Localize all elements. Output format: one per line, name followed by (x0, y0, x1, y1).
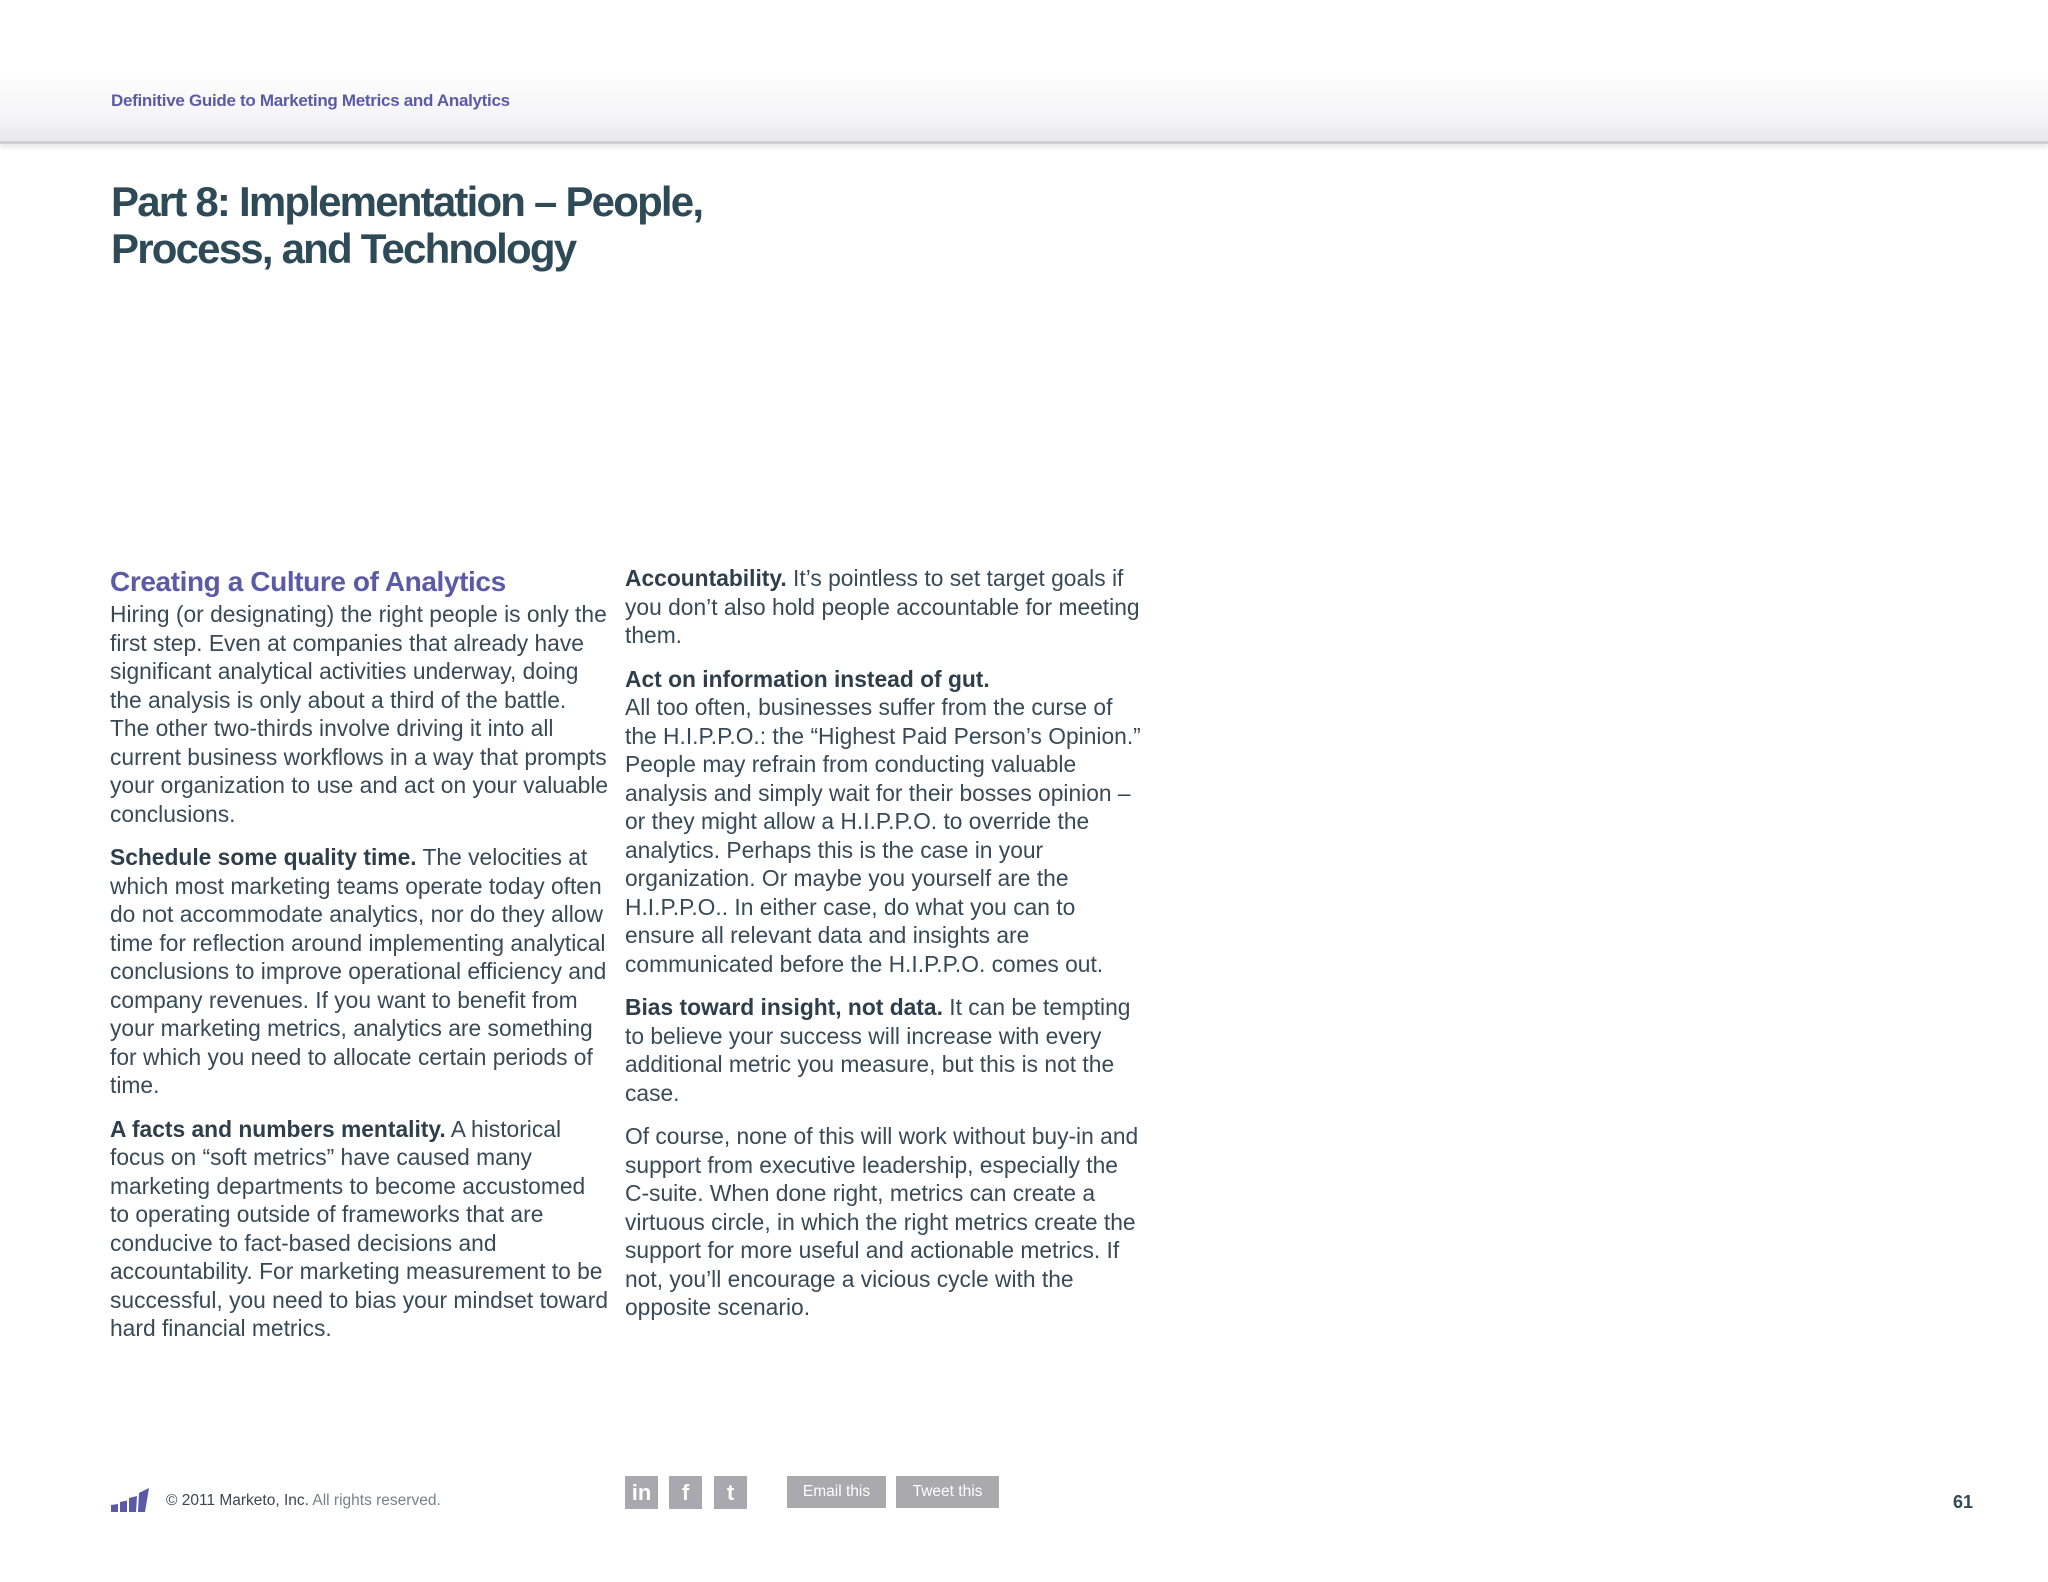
tweet-this-button[interactable]: Tweet this (896, 1476, 999, 1508)
paragraph-lead: Schedule some quality time. (110, 844, 417, 870)
paragraph-accountability (625, 564, 1145, 650)
linkedin-icon[interactable] (625, 1476, 658, 1509)
running-header-title: Definitive Guide to Marketing Metrics and Analytics (111, 91, 510, 110)
page-title: Part 8: Implementation – People, Process, and Technology (111, 178, 703, 272)
paragraph-text: A historical focus on “soft metrics” have caused many marketing departments to become accustomed to operating outside of frameworks that are conducive to fact-based decisions and accountability. For marketing measurement to be successful, you need to bias your mindset toward hard financial metrics. (110, 1115, 608, 1341)
copyright-company: © 2011 Marketo, Inc. (166, 1492, 309, 1509)
marketo-logo-icon (111, 1488, 149, 1512)
paragraph-text: All too often, businesses suffer from the curse of the H.I.P.P.O.: the “Highest Paid Person’s Opinion.” People may refrain from conducting valuable analysis and simply wait for their bosses opinion – or they might allow a H.I.P.P.O. to override the analytics. Perhaps this is the case in your organization. Or maybe you yourself are the H.I.P.P.O.. In either case, do what you can to ensure all relevant data and insights are communicated before the H.I.P.P.O. comes out. (625, 694, 1141, 977)
paragraph-lead: A facts and numbers mentality. (110, 1115, 446, 1142)
paragraph-text: It’s pointless to set target goals if you don’t also hold people accountable for meeting them. (625, 565, 1140, 648)
paragraph-lead: Accountability. (625, 565, 787, 591)
paragraph-lead: Act on information instead of gut. (625, 665, 990, 692)
intro-paragraph: Hiring (or designating) the right people is only the first step. Even at companies that already have significant analytical activities underway, doing the analysis is only about a third of the battle. The other two-thirds involve driving it into all current business workflows in a way that prompts your organization to use and act on your valuable conclusions. (110, 601, 609, 827)
right-column (625, 564, 1145, 1337)
twitter-glyph: t (726, 1480, 735, 1505)
paragraph-text: The velocities at which most marketing teams operate today often do not accommodate analytics, nor do they allow time for reflection around implementing analytical conclusions to improve operational efficiency and company revenues. If you want to benefit from your marketing metrics, analytics are something for which you need to allocate certain periods of time. (110, 844, 607, 1098)
facebook-glyph: f (681, 1480, 690, 1505)
paragraph-act-on-information (625, 665, 1145, 979)
paragraph-conclusion: Of course, none of this will work without buy-in and support from executive leadership, especially the C-suite. When done right, metrics can create a virtuous circle, in which the right metrics create the support for more useful and actionable metrics. If not, you’ll encourage a vicious cycle with the opposite scenario. (625, 1123, 1139, 1320)
left-column (110, 564, 610, 1358)
copyright (166, 1492, 441, 1510)
linkedin-glyph: in (631, 1480, 652, 1505)
facebook-icon[interactable] (669, 1476, 702, 1509)
paragraph-bias-toward-insight (625, 993, 1145, 1107)
page-number: 61 (1953, 1492, 1974, 1512)
copyright-rights: All rights reserved. (308, 1492, 441, 1509)
email-this-button[interactable]: Email this (787, 1476, 886, 1508)
paragraph-text: It can be tempting to believe your success will increase with every additional metric you measure, but this is not the case. (625, 994, 1131, 1106)
paragraph-facts-mentality (110, 1115, 610, 1343)
header-band (0, 0, 2048, 144)
section-heading: Creating a Culture of Analytics (110, 566, 506, 597)
paragraph-quality-time (110, 843, 610, 1100)
twitter-icon[interactable] (714, 1476, 747, 1509)
paragraph-lead: Bias toward insight, not data. (625, 994, 943, 1020)
